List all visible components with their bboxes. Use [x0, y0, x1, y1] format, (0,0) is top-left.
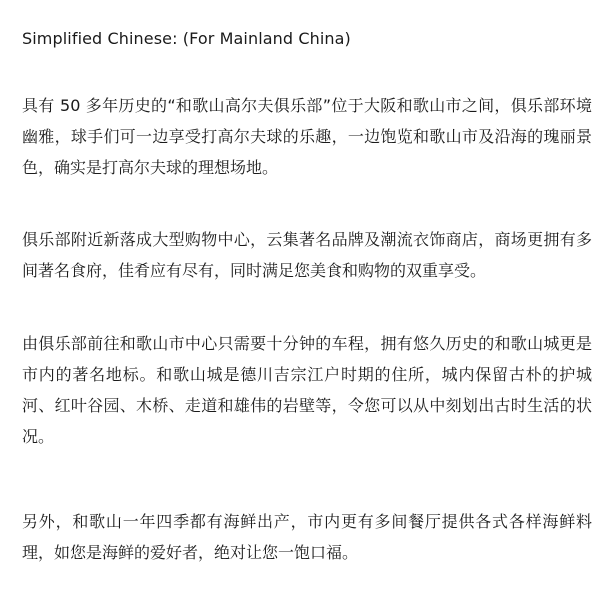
paragraph-wakayama-castle: 由俱乐部前往和歌山市中心只需要十分钟的车程，拥有悠久历史的和歌山城更是市内的著名地标。和歌山城是德川吉宗江户时期的住所，城内保留古朴的护城河、红叶谷园、木桥、走道和雄伟的岩壁等，令您可以从中刻划出古时生活的状况。	[22, 334, 592, 446]
paragraph-seafood: 另外，和歌山一年四季都有海鲜出产，市内更有多间餐厅提供各式各样海鲜料理，如您是海鲜的爱好者，绝对让您一饱口福。	[22, 512, 592, 562]
paragraph-golf-club: 具有 50 多年历史的“和歌山高尔夫俱乐部”位于大阪和歌山市之间，俱乐部环境幽雅，球手们可一边享受打高尔夫球的乐趣，一边饱览和歌山市及沿海的瑰丽景色，确实是打高尔夫球的理想场地。	[22, 96, 592, 177]
paragraph-shopping: 俱乐部附近新落成大型购物中心，云集著名品牌及潮流衣饰商店，商场更拥有多间著名食府，佳肴应有尽有，同时满足您美食和购物的双重享受。	[22, 230, 592, 280]
document-heading: Simplified Chinese: (For Mainland China)	[22, 29, 351, 48]
